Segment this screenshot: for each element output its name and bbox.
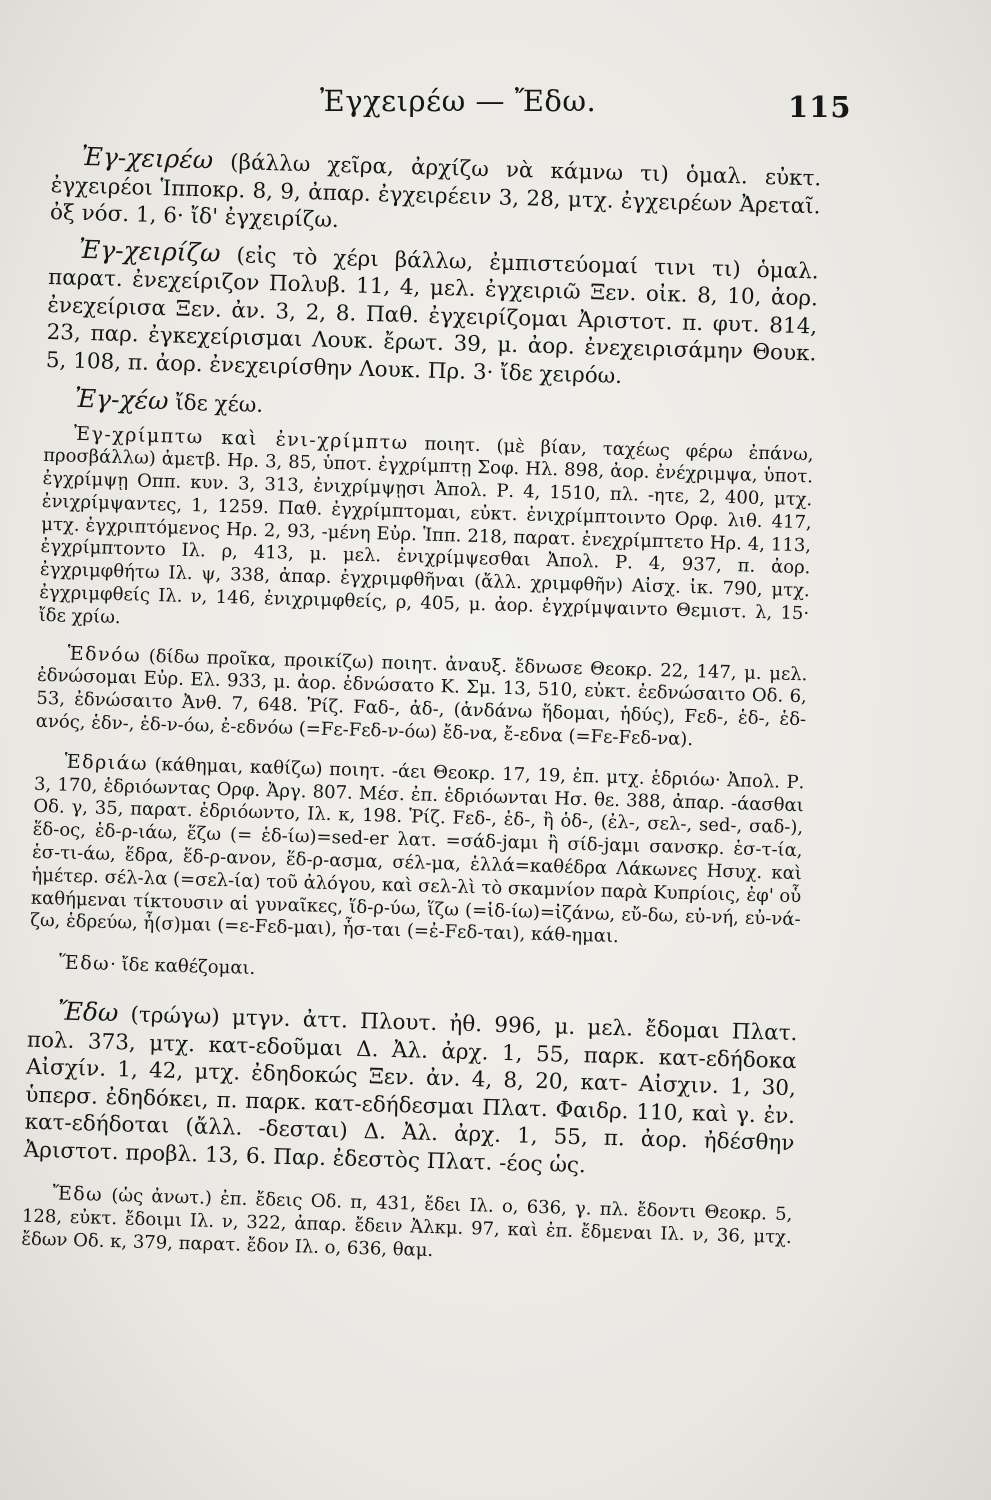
entry-egchrimpto	[38, 421, 813, 649]
entry-lemma: Ἐγ-χειρίζω	[78, 234, 221, 268]
entry-lemma: Ἐγ-χέω	[74, 383, 169, 416]
entry-edriao	[30, 750, 805, 955]
page-number: 115	[788, 90, 852, 124]
entry-lemma: Ἕδω	[58, 951, 111, 976]
entry-text: ποιητ. (μὲ βίαν, ταχέως φέρω ἐπάνω, προσβάλλω) ἀμετβ. Ηρ. 3, 85, ὑποτ. ἐγχρίμπτῃ Σοφ. Ηλ. 898, ἀορ. ἐνέχριμψα, ὑποτ. ἐγχρίμψῃ Οππ. κυν. 3, 313, ἐνιχρίμψῃσι Ἀπολ. Ρ. 4, 1510, πλ. -ητε, 2, 400, μτχ. ἐνιχρίμψαντες, 1, 1259. Παθ. ἐγχρίμπτομαι, εὐκτ. ἐνιχρίμπτοιντο Ορφ. λιθ. 417, μτχ. ἐγχριπτόμενος Ηρ. 2, 93, -μένη Εὐρ. Ἱππ. 218, παρατ. ἐνεχρίμπτετο Ηρ. 4, 113, ἐγχρίμπτοντο Ιλ. ρ, 413, μ. μελ. ἐνιχρίμψεσθαι Ἀπολ. Ρ. 4, 937, π. ἀορ. ἐγχριμφθήτω Ιλ. ψ, 338, ἀπαρ. ἐγχριμφθῆναι (ἄλλ. χριμφθῆν) Αἰσχ. ἱκ. 790, μτχ. ἐγχριμφθείς Ιλ. ν, 146, ἐνιχριμφθείς, ρ, 405, μ. ἀορ. ἐγχρίμψαιντο Θεμιστ. λ, 15· ἴδε χρίω.	[38, 432, 814, 628]
entry-text: (ὡς ἀνωτ.) ἐπ. ἔδεις Οδ. π, 431, ἔδει Ιλ. ο, 636, γ. πλ. ἔδοντι Θεοκρ. 5, 128, εὐκτ. ἔδοιμι Ιλ. ν, 322, ἀπαρ. ἔδειν Ἀλκμ. 97, καὶ ἐπ. ἔδμεναι Ιλ. ν, 36, μτχ. ἔδων Οδ. κ, 379, παρατ. ἔδον Ιλ. ο, 636, θαμ.	[21, 1184, 793, 1261]
page-header	[0, 78, 991, 138]
entry-edo-trogo	[23, 997, 797, 1185]
entry-edo-epic	[21, 1182, 793, 1273]
entry-lemma: Ἑδριάω	[64, 750, 149, 775]
entry-egcheirizo	[46, 234, 820, 395]
entry-lemma: Ἐγ-χειρέω	[81, 141, 214, 175]
entry-lemma: Ἐγ-χρίμπτω καὶ ἐνι-χρίμπτω	[73, 422, 410, 454]
dictionary-text	[21, 142, 822, 1284]
entry-text: (τρώγω) μτγν. ἀττ. Πλουτ. ἠθ. 996, μ. μελ. ἔδομαι Πλατ. πολ. 373, μτχ. κατ-εδοῦμαι Δ. Ἀλ. ἀρχ. 1, 55, παρκ. κατ-εδήδοκα Αἰσχίν. 1, 42, μτχ. ἐδηδοκώς Ξεν. ἀν. 4, 8, 20, κατ- Αἰσχιν. 1, 30, ὑπερσ. ἐδηδόκει, π. παρκ. κατ-εδήδεσμαι Πλατ. Φαιδρ. 110, καὶ γ. ἐν. κατ-εδήδοται (ἄλλ. -δεσται) Δ. Ἀλ. ἀρχ. 1, 55, π. ἀορ. ἠδέσθην Ἀριστοτ. προβλ. 13, 6. Παρ. ἐδεστὸς Πλατ. -έος ὡς.	[23, 1002, 798, 1178]
entry-text: (δίδω προῖκα, προικίζω) ποιητ. ἀναυξ. ἔδνωσε Θεοκρ. 22, 147, μ. μελ. ἐδνώσομαι Εὐρ. Ελ. 933, μ. ἀορ. ἐδνώσατο Κ. Σμ. 13, 510, εὐκτ. ἐεδνώσαιτο Οδ. 6, 53, ἐδνώσαιτο Ἀνθ. 7, 648. Ῥίζ. Fαδ-, ἀδ-, (ἁνδάνω ἥδομαι, ἡδύς), Fεδ-, ἑδ-, ἑδ-ανός, ἑδν-, ἑδ-ν-όω, ἐ-εδνόω (=Fε-Fεδ-ν-όω) ἔδ-να, ἔ-εδνα (=Fε-Fεδ-να).	[35, 645, 808, 751]
entry-lemma: Ἔδω	[52, 1182, 104, 1206]
entry-text: ἴδε χέω.	[168, 390, 264, 418]
entry-lemma: Ἑδνόω	[67, 642, 142, 667]
running-head: Ἐγχειρέω — Ἔδω.	[320, 84, 597, 118]
entry-egcheireo	[50, 142, 822, 248]
entry-text: (κάθημαι, καθίζω) ποιητ. -άει Θεοκρ. 17, 19, ἐπ. μτχ. ἑδριόω· Ἀπολ. Ρ. 3, 170, ἑδριόωντας Ορφ. Ἀργ. 807. Μέσ. ἐπ. ἑδριόωνται Ησ. θε. 388, ἀπαρ. -άασθαι Οδ. γ, 35, παρατ. ἑδριόωντο, Ιλ. κ, 198. Ῥίζ. Fεδ-, ἑδ-, ἢ ὁδ-, (ἐλ-, σελ-, sed-, σαδ-), ἕδ-ος, ἑδ-ρ-ιάω, ἕζω (= ἑδ-ίω)=sed-er λατ. =σάδ-jαμι ἢ σίδ-jαμι σανσκρ. ἑσ-τ-ία, ἑσ-τι-άω, ἕδρα, ἕδ-ρ-ανον, ἕδ-ρ-ασμα, σέλ-μα, ἑλλά=καθέδρα Λάκωνες Ησυχ. καὶ ἡμέτερ. σέλ-λα (=σελ-ία) τοῦ ἀλόγου, καὶ σελ-λὶ τὸ σκαμνίον παρὰ Κυπρίοις, ἐφ' οὗ καθήμεναι τίκτουσιν αἱ γυναῖκες, ἵδ-ρ-ύω, ἵζω (=ἱδ-ίω)=ἰζάνω, εὔ-δω, εὐ-νή, εὐ-νά-ζω, ἑδρεύω, ἧ(σ)μαι (=ε-Fεδ-μαι), ἧσ-ται (=ἐ-Fεδ-ται), κάθ-ημαι.	[29, 753, 805, 948]
entry-text: · ἴδε καθέζομαι.	[109, 954, 256, 980]
entry-text: (εἰς τὸ χέρι βάλλω, ἐμπιστεύομαί τινι τι) ὁμαλ. παρατ. ἐνεχείριζον Πολυβ. 11, 4, μελ. ἐγχειριῶ Ξεν. οἰκ. 8, 10, ἀορ. ἐνεχείρισα Ξεν. ἀν. 3, 2, 8. Παθ. ἐγχειρίζομαι Ἀριστοτ. π. φυτ. 814, 23, παρ. ἐγκεχείρισμαι Λουκ. ἔρωτ. 39, μ. ἀορ. ἐνεχειρισάμην Θουκ. 5, 108, π. ἀορ. ἐνεχειρίσθην Λουκ. Πρ. 3· ἴδε χειρόω.	[45, 242, 820, 389]
entry-hedo	[29, 951, 799, 996]
entry-text: (βάλλω χεῖρα, ἀρχίζω νὰ κάμνω τι) ὁμαλ. εὐκτ. ἐγχειρέοι Ἱπποκρ. 8, 9, ἀπαρ. ἐγχειρέειν 3, 28, μτχ. ἐγχειρέων Ἀρεταῖ. ὀξ νόσ. 1, 6· ἴδ' ἐγχειρίζω.	[49, 149, 822, 234]
entry-lemma: Ἔδω	[57, 996, 119, 1028]
entry-ednoo	[35, 641, 807, 755]
